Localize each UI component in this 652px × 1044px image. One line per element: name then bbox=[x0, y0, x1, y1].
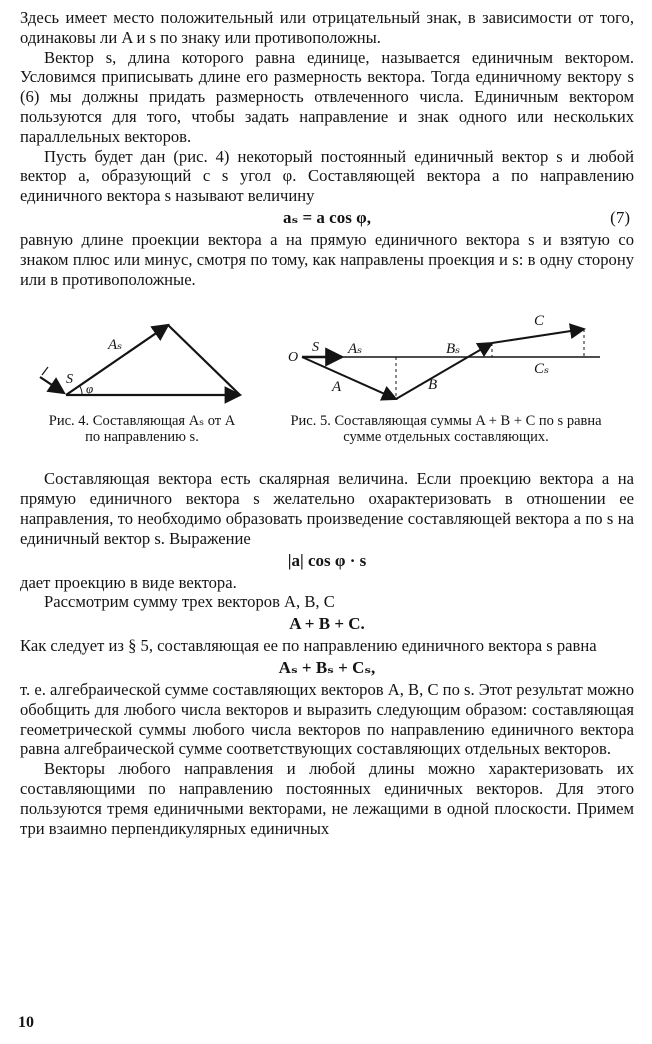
fig4-label-As: Aₛ bbox=[108, 337, 123, 354]
fig5-label-C: C bbox=[534, 313, 545, 330]
fig4-perp-mark bbox=[42, 367, 48, 375]
fig4-unit-vector-s bbox=[40, 377, 64, 393]
paragraph-generalization: т. е. алгебраической сумме составляющих векторов A, B, C по s. Этот результат можно обобщить для любого числа векторов и выразить следующим образом: составляющая геометрической суммы любого числа векторов по направлению единичного вектора равна алгебраической сумме соответствующих составляющих отдельных векторов. bbox=[20, 679, 634, 759]
fig5-label-B: B bbox=[428, 377, 438, 394]
equation-7 bbox=[20, 206, 634, 230]
paragraph-scalar-component: Составляющая вектора есть скалярная величина. Если проекцию вектора a на прямую единичного вектора s желательно охарактеризовать в отношении ее направления, то необходимо образовать произведение составляющей вектора a по s на единичный вектор s. Выражение bbox=[20, 469, 634, 548]
fig4-angle-arc bbox=[79, 385, 82, 395]
figure-5-caption: Рис. 5. Составляющая суммы A + B + C по s равна сумме отдельных составляющих. bbox=[290, 413, 602, 446]
fig5-label-Bs: Bₛ bbox=[446, 341, 461, 358]
paragraph-component-definition: Пусть будет дан (рис. 4) некоторый постоянный единичный вектор s и любой вектор a, образующий с s угол φ. Составляющей вектора a по направлению единичного вектора s называют величину bbox=[20, 146, 634, 206]
fig4-label-S: S bbox=[66, 372, 73, 388]
paragraph-unit-vector: Вектор s, длина которого равна единице, называется единичным вектором. Условимся приписывать длине его размерность вектора. Тогда единичному вектору s (6) мы должны придать размерность отвлеченного числа. Единичным вектором пользуются для того, чтобы задать направление и знак одного или нескольких параллельных векторов. bbox=[20, 47, 634, 146]
figure-4-caption: Рис. 4. Составляющая Aₛ от A по направлению s. bbox=[48, 413, 236, 446]
fig5-label-As: Aₛ bbox=[348, 341, 363, 358]
figure-5 bbox=[282, 305, 602, 415]
figure-4 bbox=[28, 297, 258, 417]
paragraph-projection-vector: дает проекцию в виде вектора. bbox=[20, 572, 237, 592]
paragraph-1: Здесь имеет место положительный или отрицательный знак, в зависимости от того, одинаковы ли A и s по знаку или противоположны. bbox=[20, 8, 634, 47]
equation-sum: A + B + C. bbox=[289, 614, 365, 634]
fig4-vector-a bbox=[66, 325, 168, 395]
paragraph-projection: равную длине проекции вектора a на прямую единичного вектора s и взятую со знаком плюс или минус, смотря по тому, как направлены проекция и s: в одну сторону или в противоположные. bbox=[20, 229, 634, 289]
fig5-vector-C bbox=[492, 329, 584, 343]
paragraph-sum-intro: Рассмотрим сумму трех векторов A, B, C bbox=[44, 592, 335, 612]
paragraph-basis-vectors: Векторы любого направления и любой длины можно характеризовать их составляющими по направлению постоянных единичных векторов. Для этого пользуются тремя единичными векторами, не лежащими в одной плоскости. Примем три взаимно перпендикулярных единичных bbox=[20, 759, 634, 838]
fig5-label-O: O bbox=[288, 350, 299, 366]
page-number: 10 bbox=[18, 1014, 34, 1031]
fig5-label-A: A bbox=[332, 379, 342, 396]
figures-row bbox=[20, 295, 634, 465]
equation-components-sum: Aₛ + Bₛ + Cₛ, bbox=[278, 657, 376, 677]
fig5-vector-A bbox=[302, 357, 396, 399]
fig5-label-S: S bbox=[312, 340, 319, 356]
equation-7-body: aₛ = a cos φ, bbox=[283, 207, 371, 227]
fig4-projection bbox=[168, 325, 240, 395]
equation-projection: |a| cos φ · s bbox=[287, 550, 367, 570]
fig5-vector-B bbox=[396, 343, 492, 399]
fig5-label-Cs: Cₛ bbox=[534, 361, 550, 378]
paragraph-section-5: Как следует из § 5, составляющая ее по направлению единичного вектора s равна bbox=[20, 636, 597, 656]
fig4-label-phi: φ bbox=[86, 381, 94, 397]
equation-7-number: (7) bbox=[610, 207, 630, 227]
page-body bbox=[20, 8, 634, 838]
